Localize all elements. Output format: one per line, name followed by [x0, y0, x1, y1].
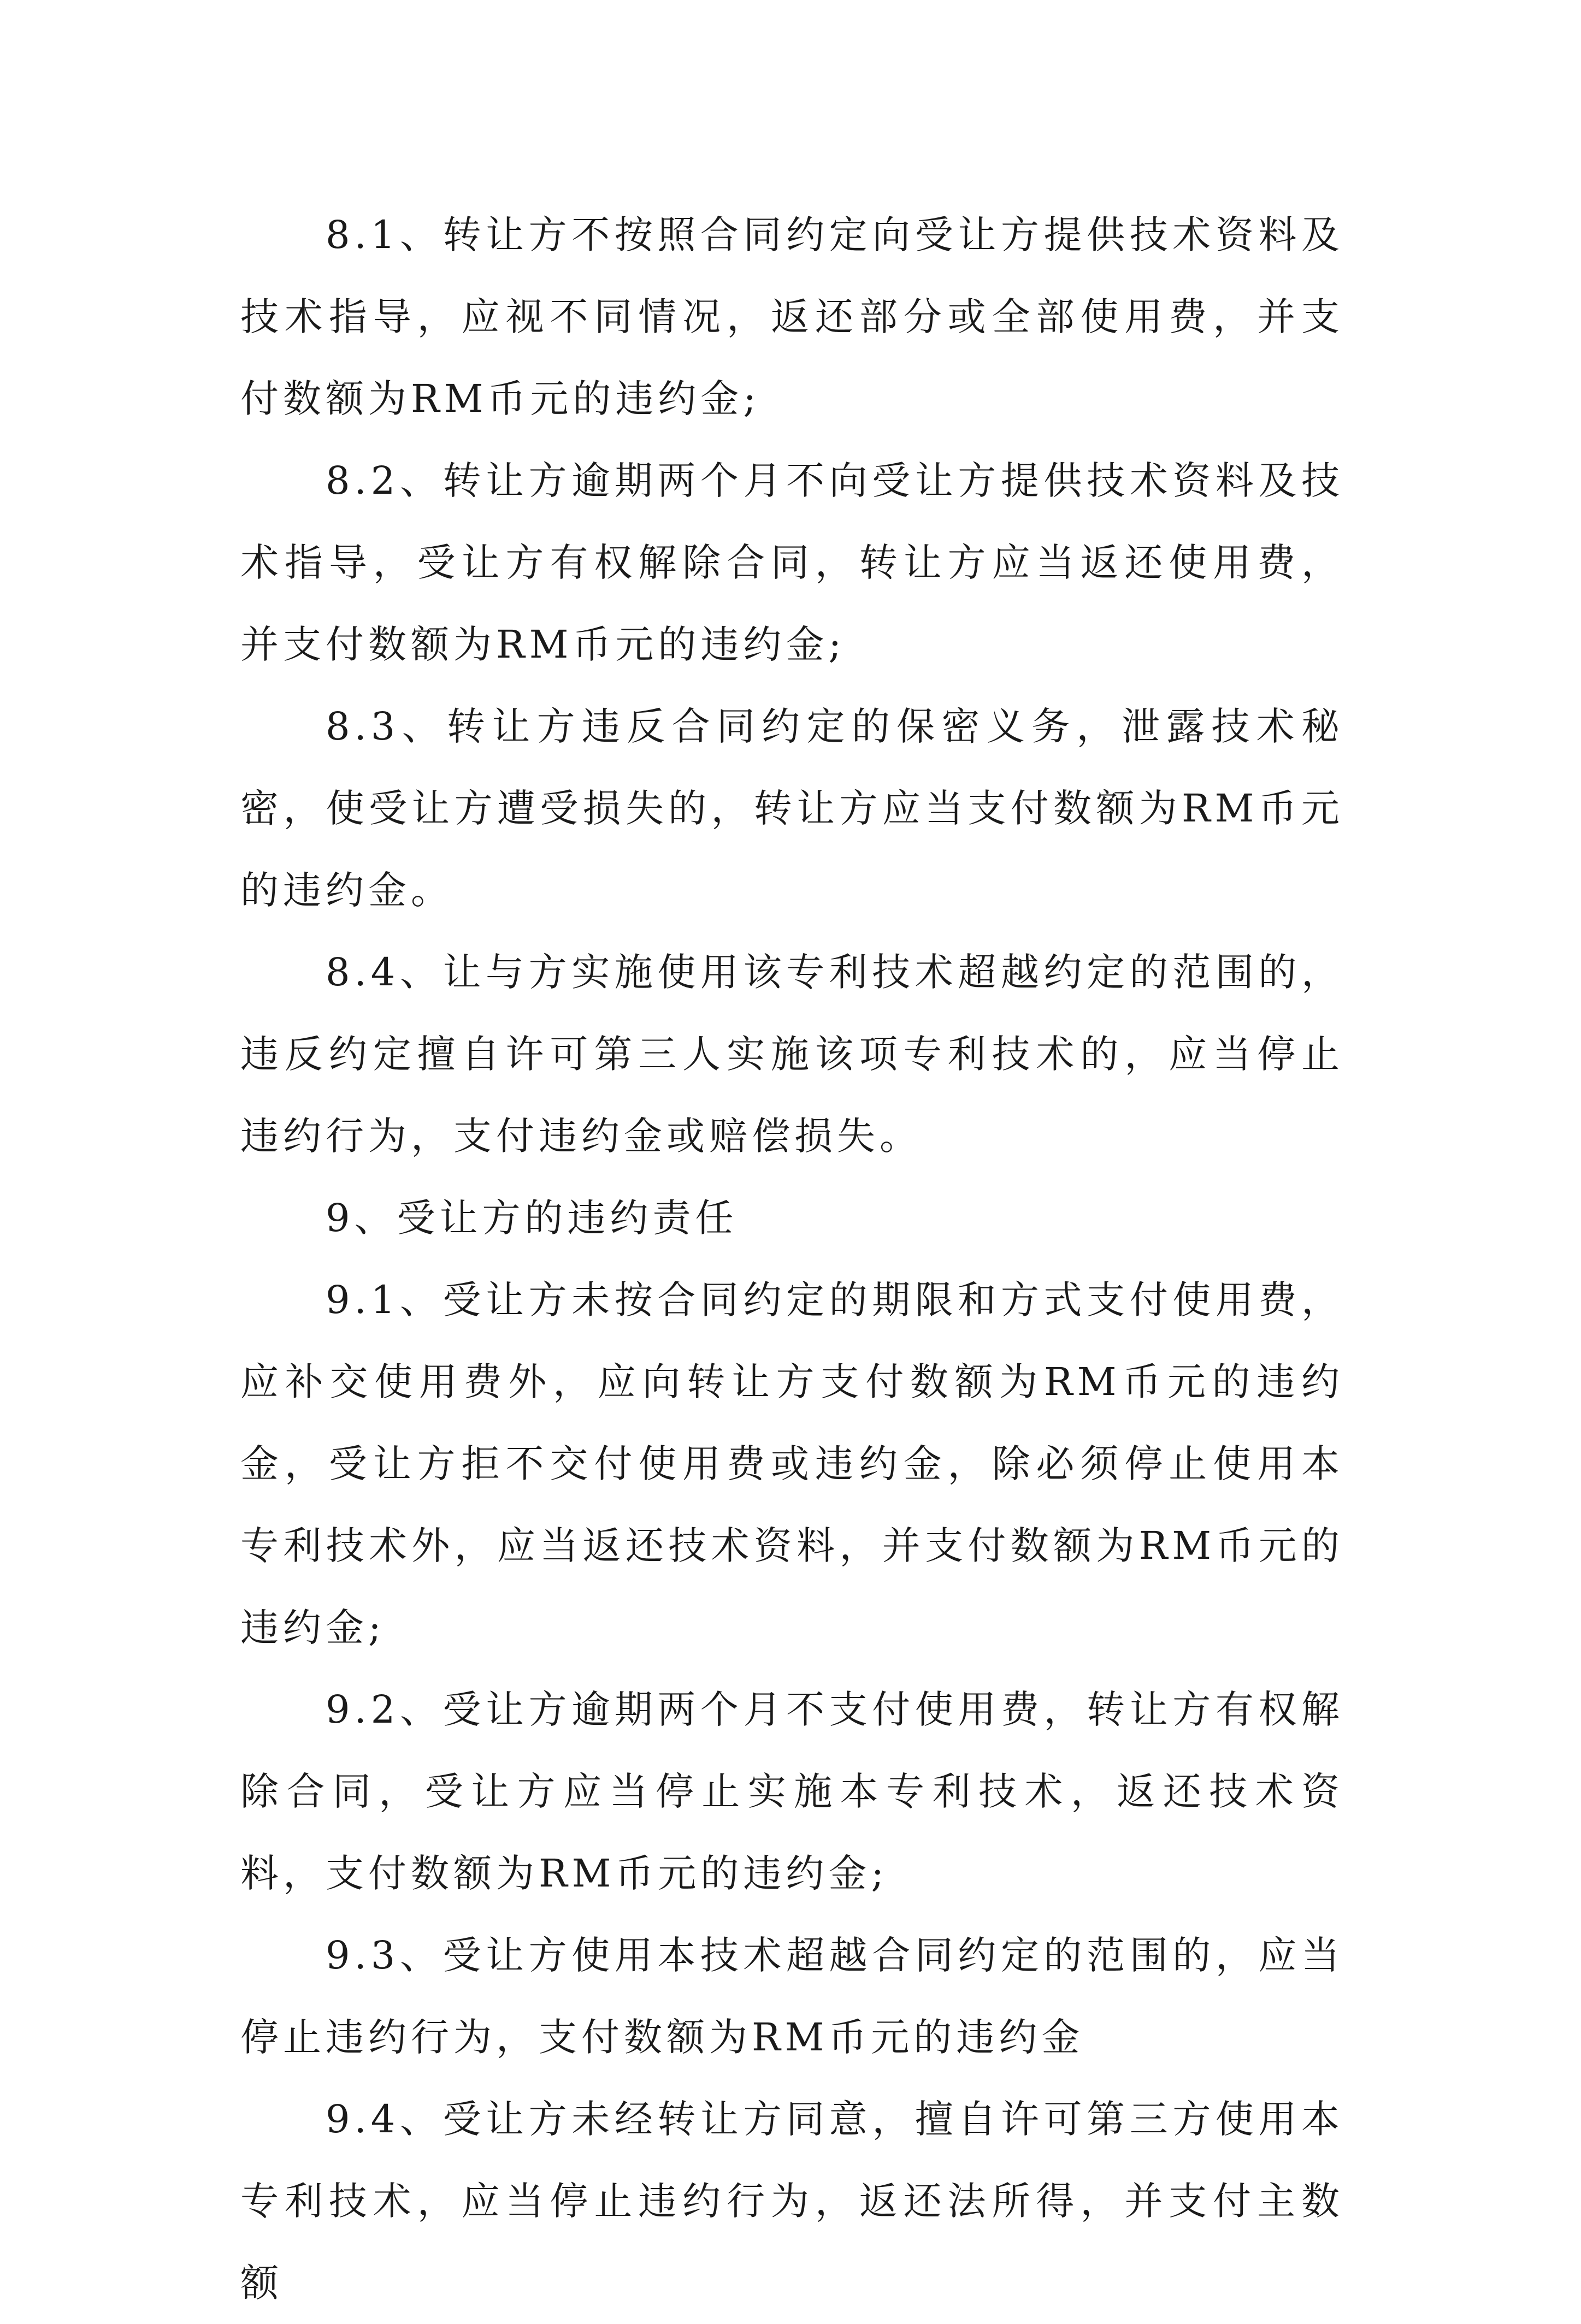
paragraph-9-4: 9.4、受让方未经转让方同意，擅自许可第三方使用本专利技术，应当停止违约行为，返还法所得，并支付主数额 [240, 2097, 1344, 2305]
section-heading-9: 9、受让方的违约责任 [326, 1196, 738, 1240]
paragraph-8-4: 8.4、让与方实施使用该专利技术超越约定的范围的，违反约定擅自许可第三人实施该项专利技术的，应当停止违约行为，支付违约金或赔偿损失。 [240, 950, 1344, 1158]
paragraph-8-2: 8.2、转让方逾期两个月不向受让方提供技术资料及技术指导，受让方有权解除合同，转让方应当返还使用费，并支付数额为RM币元的违约金; [240, 458, 1344, 667]
document-body [240, 194, 1344, 2324]
paragraph-8-1: 8.1、转让方不按照合同约定向受让方提供技术资料及技术指导，应视不同情况，返还部分或全部使用费，并支付数额为RM币元的违约金; [240, 212, 1344, 421]
paragraph-9-1: 9.1、受让方未按合同约定的期限和方式支付使用费，应补交使用费外，应向转让方支付数额为RM币元的违约金，受让方拒不交付使用费或违约金，除必须停止使用本专利技术外，应当返还技术资料，并支付数额为RM币元的违约金; [240, 1278, 1344, 1650]
paragraph-8-3: 8.3、转让方违反合同约定的保密义务，泄露技术秘密，使受让方遭受损失的，转让方应当支付数额为RM币元的违约金。 [240, 704, 1344, 913]
paragraph-9-3: 9.3、受让方使用本技术超越合同约定的范围的，应当停止违约行为，支付数额为RM币元的违约金 [240, 1933, 1344, 2060]
paragraph-9-2: 9.2、受让方逾期两个月不支付使用费，转让方有权解除合同，受让方应当停止实施本专利技术，返还技术资料，支付数额为RM币元的违约金; [240, 1687, 1344, 1896]
